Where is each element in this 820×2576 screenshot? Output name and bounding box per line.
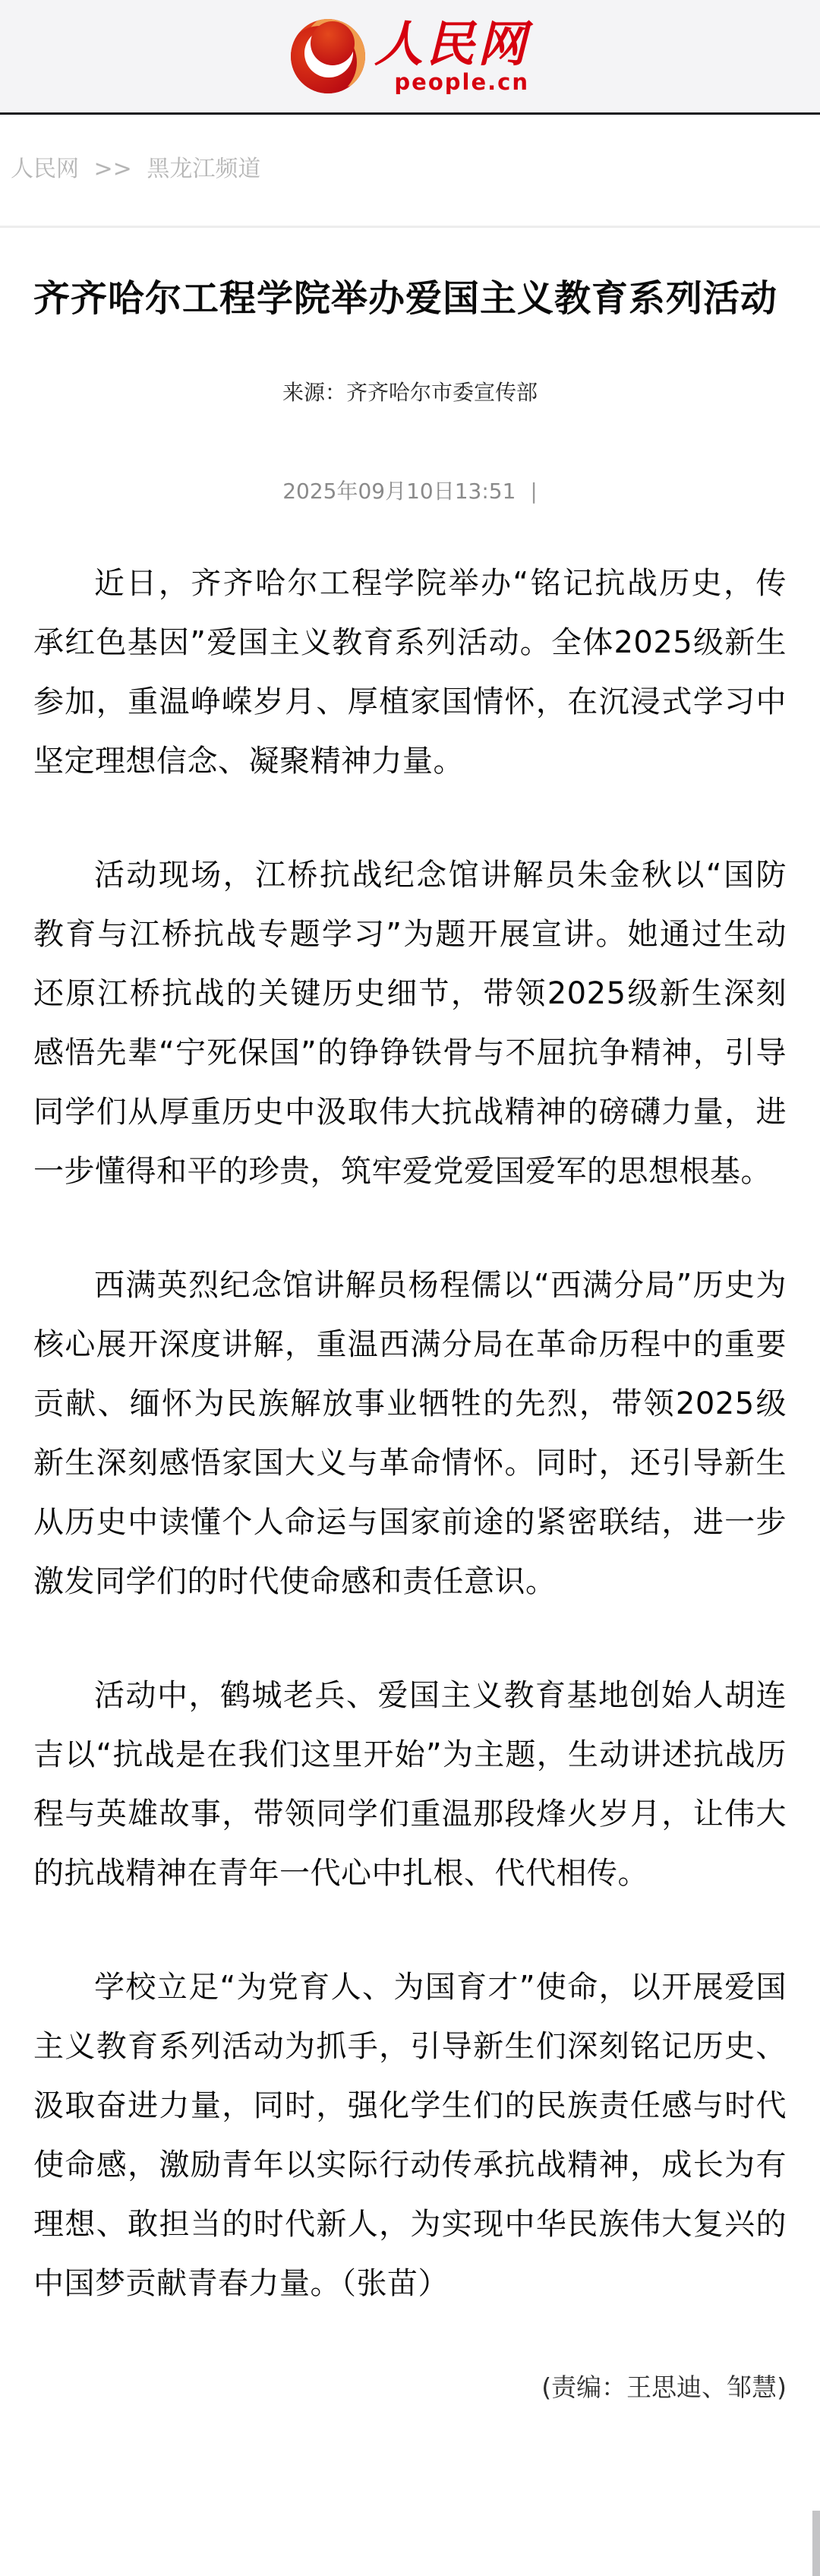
article-paragraph: 近日，齐齐哈尔工程学院举办“铭记抗战历史，传承红色基因”爱国主义教育系列活动。全体2025级新生参加，重温峥嵘岁月、厚植家国情怀，在沉浸式学习中坚定理想信念、凝聚精神力量。 <box>33 566 787 779</box>
site-header <box>0 0 820 115</box>
people-cn-sphere-icon <box>291 19 365 93</box>
article-paragraph: 活动中，鹤城老兵、爱国主义教育基地创始人胡连吉以“抗战是在我们这里开始”为主题，生动讲述抗战历程与英雄故事，带领同学们重温那段烽火岁月，让伟大的抗战精神在青年一代心中扎根、代代相传。 <box>33 1678 787 1892</box>
article-date-separator: | <box>530 479 538 504</box>
article-date-row <box>33 475 787 505</box>
editors-note: (责编：王思迪、邹慧) <box>541 2372 787 2403</box>
logo-brand-en: people.cn <box>394 69 529 96</box>
breadcrumb <box>0 115 820 228</box>
scrollbar-thumb[interactable] <box>812 2511 820 2576</box>
article-title: 齐齐哈尔工程学院举办爱国主义教育系列活动 <box>33 277 778 320</box>
logo-text-block <box>374 15 529 96</box>
breadcrumb-separator: >> <box>93 156 132 182</box>
article <box>0 266 820 2452</box>
article-paragraph: 西满英烈纪念馆讲解员杨程儒以“西满分局”历史为核心展开深度讲解，重温西满分局在革命历程中的重要贡献、缅怀为民族解放事业牺牲的先烈，带领2025级新生深刻感悟家国大义与革命情怀。同时，还引导新生从历史中读懂个人命运与国家前途的紧密联结，进一步激发同学们的时代使命感和责任意识。 <box>33 1268 787 1600</box>
logo-brand-cn: 人民网 <box>374 15 529 73</box>
breadcrumb-link-channel[interactable]: 黑龙江频道 <box>147 156 261 182</box>
sphere-red-cap <box>311 21 355 65</box>
people-cn-logo[interactable] <box>291 15 529 96</box>
article-source: 来源：齐齐哈尔市委宣传部 <box>282 380 538 406</box>
article-body <box>33 554 787 2313</box>
article-paragraph: 活动现场，江桥抗战纪念馆讲解员朱金秋以“国防教育与江桥抗战专题学习”为题开展宣讲。她通过生动还原江桥抗战的关键历史细节，带领2025级新生深刻感悟先辈“宁死保国”的铮铮铁骨与不屈抗争精神，引导同学们从厚重历史中汲取伟大抗战精神的磅礴力量，进一步懂得和平的珍贵，筑牢爱党爱国爱军的思想根基。 <box>33 858 787 1190</box>
article-datetime: 2025年09月10日13:51 <box>282 479 516 504</box>
article-paragraph: 学校立足“为党育人、为国育才”使命，以开展爱国主义教育系列活动为抓手，引导新生们深刻铭记历史、汲取奋进力量，同时，强化学生们的民族责任感与时代使命感，激励青年以实际行动传承抗战精神，成长为有理想、敢担当的时代新人，为实现中华民族伟大复兴的中国梦贡献青春力量。（张苗） <box>33 1970 787 2302</box>
breadcrumb-link-home[interactable]: 人民网 <box>11 156 79 182</box>
